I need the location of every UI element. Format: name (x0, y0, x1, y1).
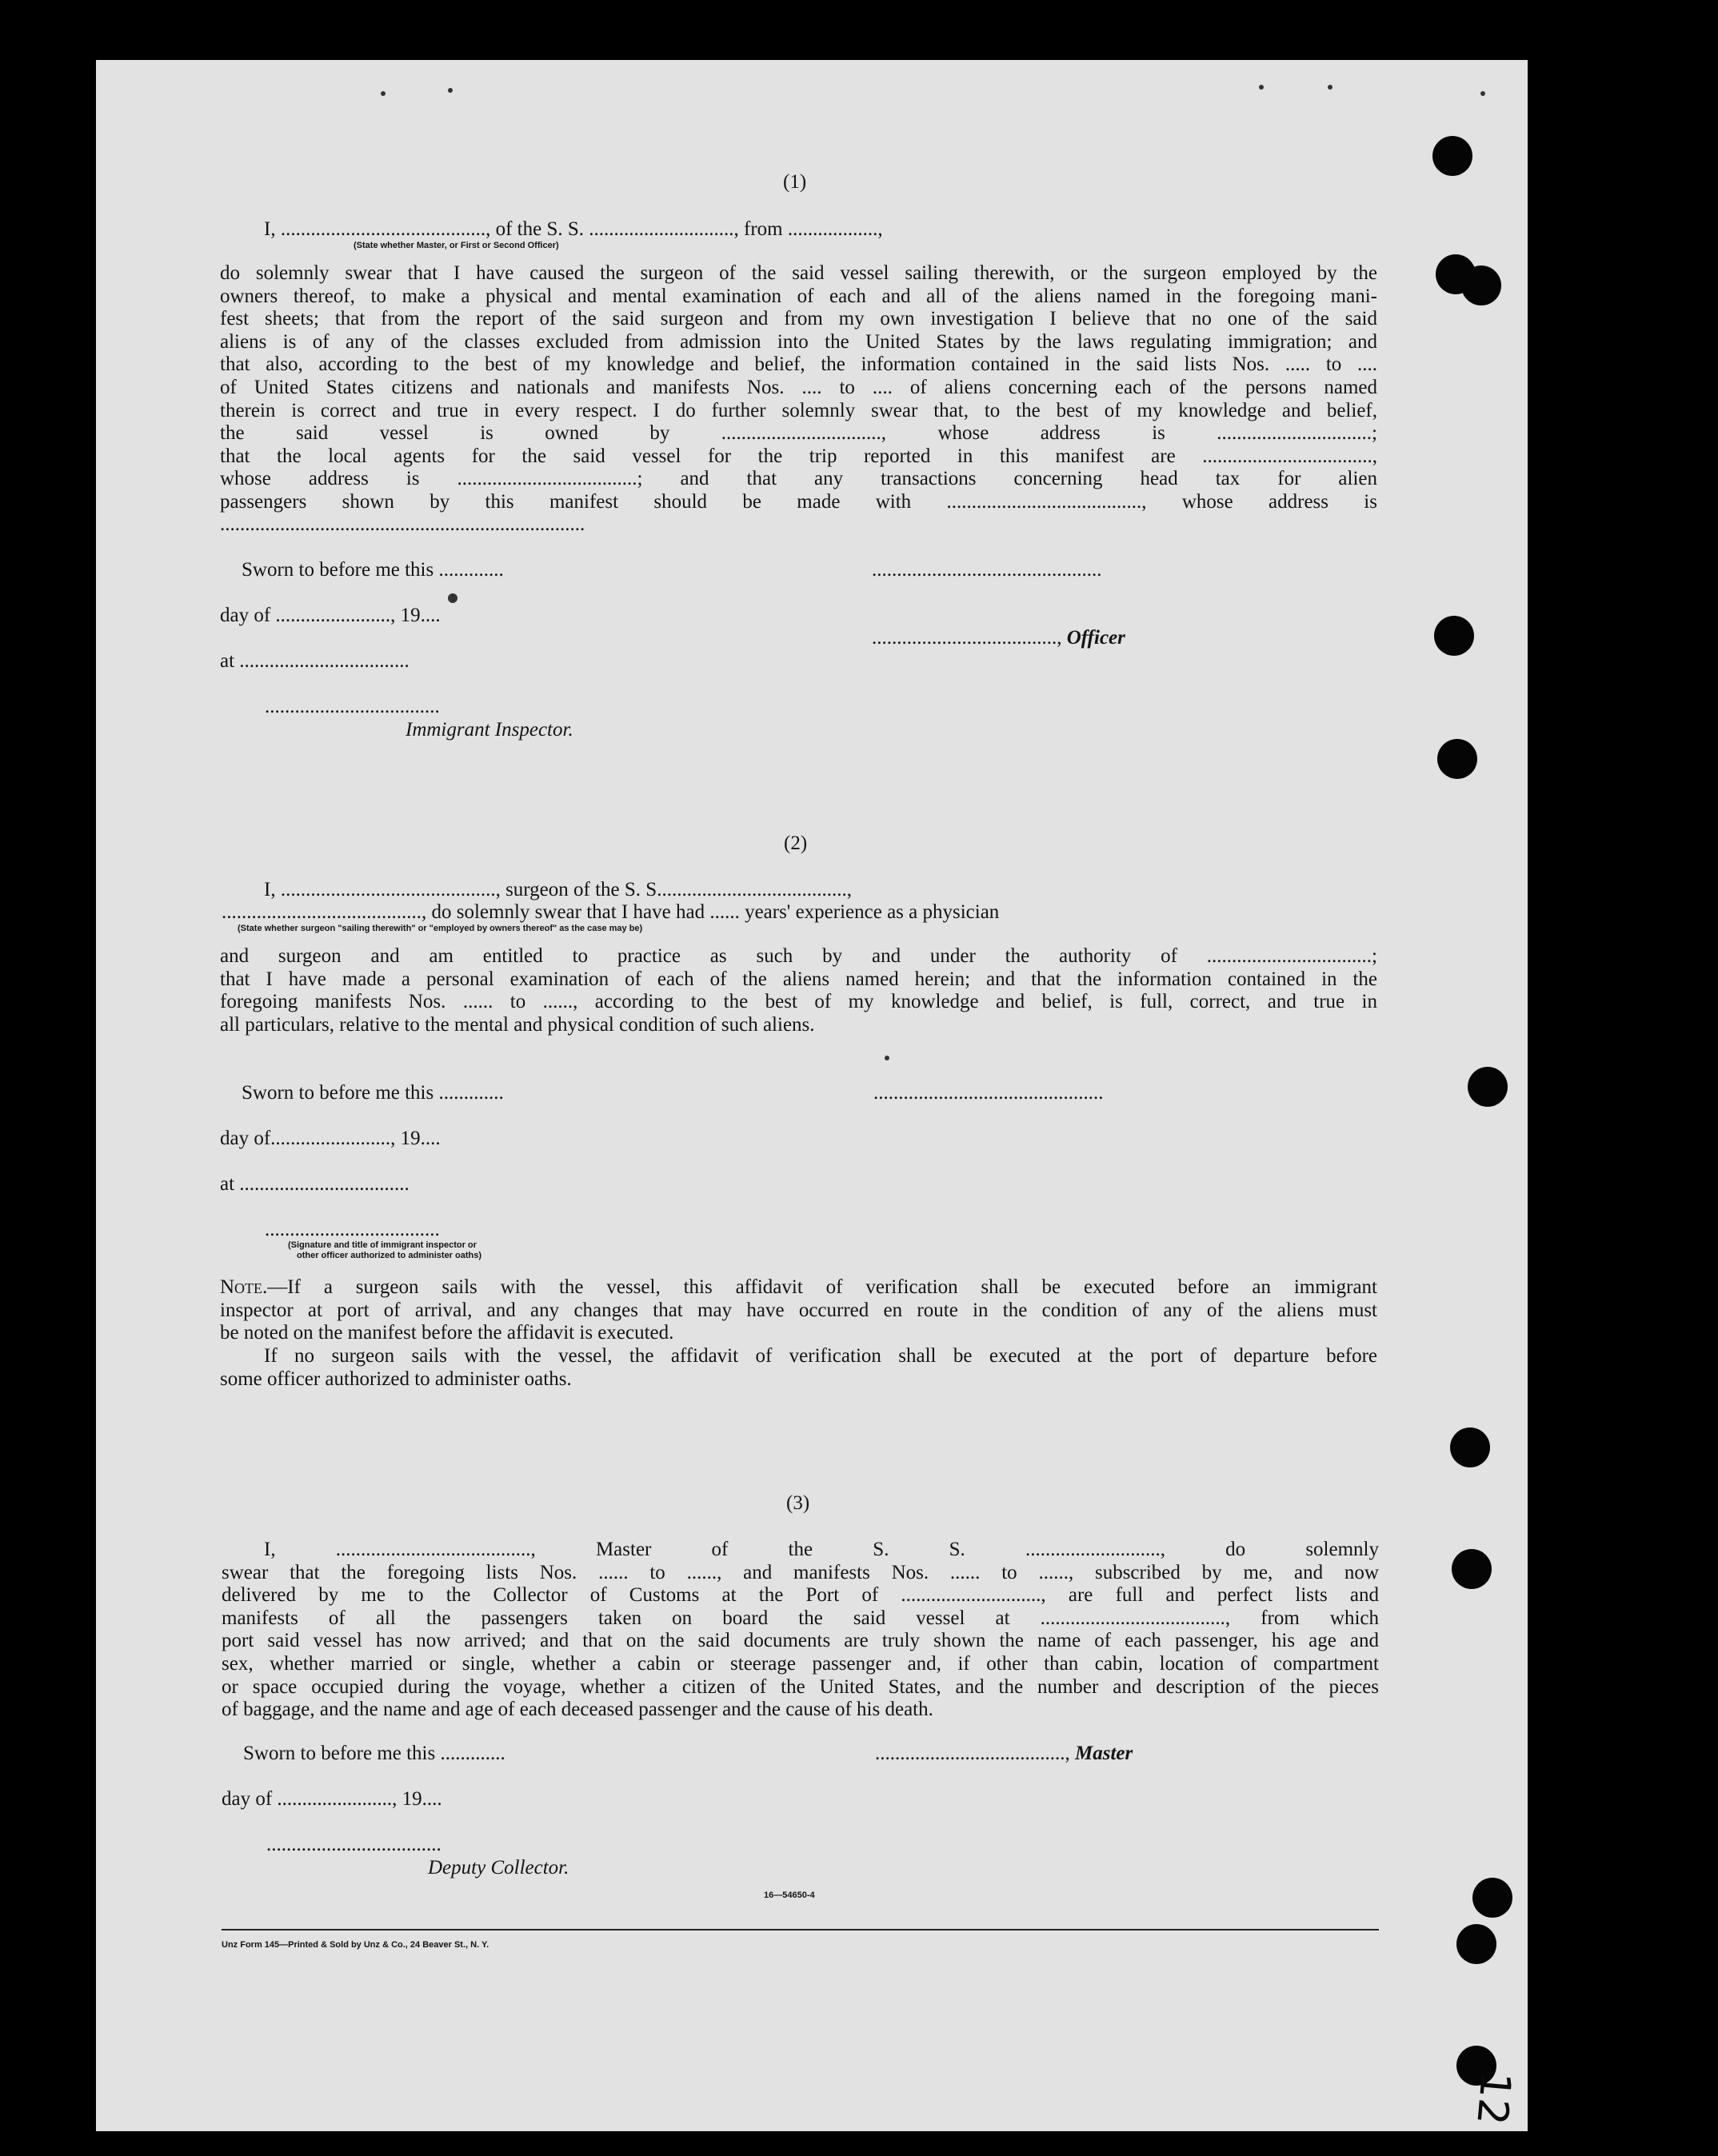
paragraph-line: swear that the foregoing lists Nos. ...... to ......, and manifests Nos. ...... to ......, subscribed by me, and now (222, 1561, 1379, 1583)
paragraph-line: therein is correct and true in every respect. I do further solemnly swear that, to the best of my knowledge and belief, (220, 399, 1377, 421)
paragraph-line: foregoing manifests Nos. ...... to ......, according to the best of my knowledge and belief, is full, correct, and true in (220, 991, 1377, 1013)
paragraph-line: passengers shown by this manifest should be made with ......................................., whose address is (220, 490, 1377, 513)
master-dots: ......................................, (875, 1743, 1075, 1764)
paragraph-line: of baggage, and the name and age of each deceased passenger and the cause of his death. (222, 1699, 933, 1721)
section-2-experience-note: (State whether surgeon "sailing therewith" or "employed by owners thereof" as the case may be) (238, 924, 643, 933)
section-2-paragraph (220, 945, 1377, 1036)
section-3-number: (3) (786, 1492, 810, 1514)
section-1-opening-note: (State whether Master, or First or Second Officer) (354, 241, 559, 250)
speck (1328, 85, 1332, 90)
punch-hole (1437, 739, 1477, 779)
section-1-officer-signature (872, 627, 1125, 649)
section-3-collector-dots: ................................... (266, 1834, 441, 1855)
officer-dots: ....................................., (872, 627, 1067, 649)
section-1-officer-dots: .............................................. (872, 559, 1102, 581)
paragraph-line: that I have made a personal examination of each of the aliens named herein; and that the information contained in the (220, 968, 1377, 990)
section-3-collector-label: Deputy Collector. (428, 1857, 569, 1879)
punch-hole (1452, 1549, 1492, 1589)
note-paragraph (220, 1276, 1377, 1345)
section-1-trailing-dots: ......................................................................... (220, 513, 585, 535)
section-2-day-line: day of........................, 19.... (220, 1128, 441, 1149)
paragraph-line: the said vessel is owned by ................................, whose address is ...............................; (220, 422, 1377, 445)
paragraph-line: If no surgeon sails with the vessel, the affidavit of verification shall be executed at the port of departure before (264, 1345, 1377, 1367)
section-3-day-line: day of ......................., 19.... (222, 1788, 442, 1810)
paragraph-line (220, 1276, 1377, 1300)
paragraph-line: inspector at port of arrival, and any changes that may have occurred en route in the condition of any of the aliens must (220, 1299, 1377, 1321)
section-2-opening: I, ..........................................., surgeon of the S. S......................................, (264, 879, 852, 900)
section-1-day-line: day of ......................., 19.... (220, 605, 441, 626)
speck (1259, 85, 1264, 90)
officer-label: Officer (1066, 627, 1125, 649)
note-paragraph-2 (220, 1345, 1377, 1391)
note-heading: Note. (220, 1276, 268, 1298)
section-2-sworn-line: Sworn to before me this ............. (242, 1082, 504, 1104)
paragraph-line: be noted on the manifest before the affidavit is executed. (220, 1322, 674, 1344)
footer-rule (222, 1929, 1379, 1930)
paragraph-line: aliens is of any of the classes excluded from admission into the United States by the laws regulating immigration; and (220, 330, 1377, 353)
paragraph-line: port said vessel has now arrived; and that on the said documents are truly shown the name of each passenger, his age and (222, 1630, 1379, 1652)
section-1-opening: I, ........................................., of the S. S. ............................., from .................., (264, 218, 883, 240)
section-2-experience-line: ........................................, do solemnly swear that I have had ...... years' experience as a physician (222, 901, 1000, 923)
paragraph-line: that also, according to the best of my knowledge and belief, the information contained in the said lists Nos. ..... to .... (220, 353, 1377, 376)
punch-hole (1432, 136, 1472, 176)
section-2-number: (2) (784, 832, 808, 854)
punch-hole (1450, 1427, 1490, 1467)
paragraph-line: all particulars, relative to the mental and physical condition of such aliens. (220, 1013, 815, 1036)
section-2-at-line: at .................................. (220, 1173, 410, 1195)
note-text: —If a surgeon sails with the vessel, this affidavit of verification shall be executed before an immigrant (267, 1276, 1377, 1298)
paragraph-line: fest sheets; that from the report of the said surgeon and from my own investigation I believe that no one of the said (220, 308, 1377, 330)
paragraph-line: whose address is ....................................; and that any transactions concerning head tax for alien (220, 468, 1377, 490)
punch-hole (1468, 1067, 1508, 1107)
section-1-sworn-line: Sworn to before me this ............. (242, 559, 504, 581)
handwritten-page-number: 12 (1467, 2070, 1520, 2127)
section-2-signature-dots: .............................................. (873, 1082, 1104, 1104)
paragraph-line: owners thereof, to make a physical and mental examination of each and all of the aliens named in the foregoing mani- (220, 285, 1377, 307)
section-2-inspector-note-2: other officer authorized to administer oaths) (297, 1251, 482, 1260)
speck (448, 593, 457, 603)
paragraph-line: sex, whether married or single, whether a cabin or steerage passenger and, if other than cabin, location of compartment (222, 1652, 1379, 1675)
section-1-inspector-label: Immigrant Inspector. (406, 719, 573, 741)
section-3-sworn-line: Sworn to before me this ............. (243, 1743, 505, 1764)
punch-hole (1456, 1924, 1496, 1964)
section-1-number: (1) (783, 171, 807, 193)
speck (448, 88, 453, 93)
section-1-paragraph (220, 262, 1377, 514)
section-1-inspector-dots: ................................... (265, 696, 440, 717)
paragraph-line: manifests of all the passengers taken on board the said vessel at ....................................., from which (222, 1607, 1379, 1629)
paragraph-line: delivered by me to the Collector of Customs at the Port of ............................, are full and perfect lists and (222, 1584, 1379, 1607)
paragraph-line: and surgeon and am entitled to practice as such by and under the authority of .................................; (220, 945, 1377, 967)
punch-hole (1461, 266, 1501, 305)
paragraph-line: do solemnly swear that I have caused the surgeon of the said vessel sailing therewith, or the surgeon employed by the (220, 262, 1377, 284)
form-code: 16—54650-4 (764, 1890, 815, 1900)
paragraph-line: that the local agents for the said vessel for the trip reported in this manifest are .................................., (220, 445, 1377, 467)
section-3-master-signature (875, 1743, 1133, 1765)
master-label: Master (1075, 1743, 1133, 1764)
punch-hole (1472, 1878, 1512, 1918)
section-3-paragraph (222, 1539, 1379, 1722)
printer-footer: Unz Form 145—Printed & Sold by Unz & Co., 24 Beaver St., N. Y. (222, 1940, 489, 1950)
speck (381, 91, 386, 96)
paragraph-line: of United States citizens and nationals and manifests Nos. .... to .... of aliens concerning each of the persons named (220, 376, 1377, 398)
punch-hole (1434, 616, 1474, 656)
section-1-at-line: at .................................. (220, 650, 410, 672)
paragraph-line: I, ......................................., Master of the S. S. ..........................., do solemnly (264, 1539, 1379, 1560)
section-2-inspector-note-1: (Signature and title of immigrant inspector or (288, 1240, 477, 1250)
paragraph-line: some officer authorized to administer oaths. (220, 1367, 572, 1390)
speck (885, 1056, 889, 1060)
paragraph-line: or space occupied during the voyage, whether a citizen of the United States, and the number and description of the pieces (222, 1675, 1379, 1698)
speck (1480, 91, 1485, 96)
section-2-inspector-dots: ................................... (265, 1219, 440, 1240)
